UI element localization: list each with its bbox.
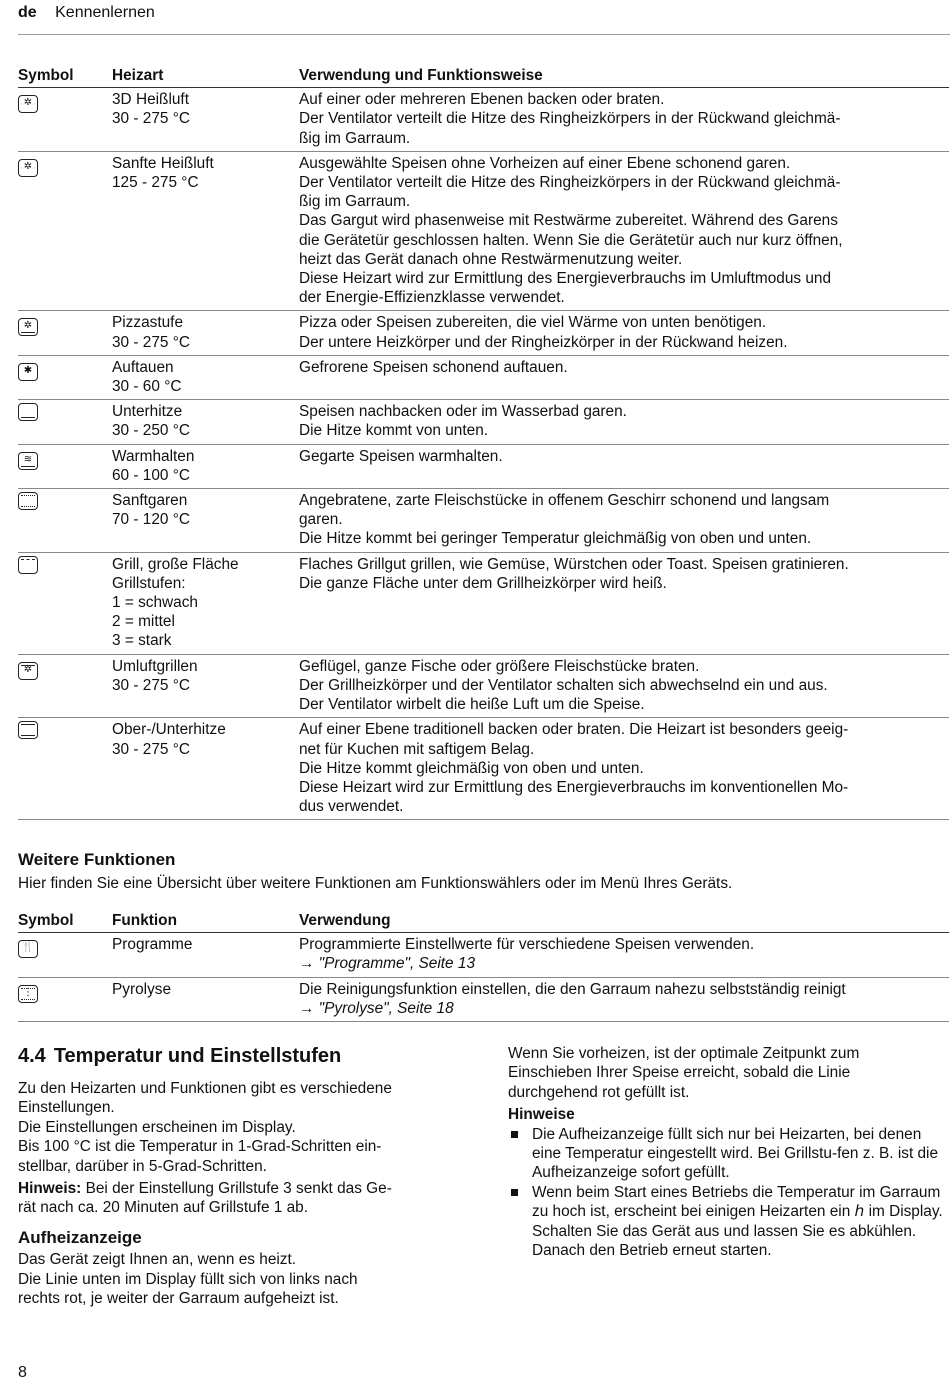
heating-mode-name: Grill, große Fläche Grillstufen: 1 = schwach 2 = mittel 3 = stark bbox=[112, 552, 299, 654]
section-paragraph: Zu den Heizarten und Funktionen gibt es verschiedene Einstellungen. Die Einstellungen erscheinen im Display. Bis 100 °C ist die Temperatur in 1-Grad-Schritten ein- stellbar, darüber in 5-Grad-Schritten. bbox=[18, 1080, 392, 1175]
fan-grill-icon: ✲ bbox=[18, 662, 38, 680]
heating-mode-name: Warmhalten 60 - 100 °C bbox=[112, 444, 299, 488]
col-symbol: Symbol bbox=[18, 909, 112, 933]
function-name: Pyrolyse bbox=[112, 977, 299, 1021]
heating-mode-desc: Flaches Grillgut grillen, wie Gemüse, Würstchen oder Toast. Speisen gratinieren. Die ganze Fläche unter dem Grillheizkörper wird heiß. bbox=[299, 552, 949, 654]
heating-mode-desc: Angebratene, zarte Fleischstücke in offenem Geschirr schonend und langsam garen. Die Hitze kommt bei geringer Temperatur gleichmäßig von oben und unten. bbox=[299, 489, 949, 553]
col-heating-mode: Heizart bbox=[112, 64, 299, 88]
table-row bbox=[18, 311, 949, 355]
chapter-title: Kennenlernen bbox=[55, 4, 155, 21]
table-row bbox=[18, 355, 949, 399]
pyrolysis-icon: ⋮ bbox=[18, 985, 38, 1003]
table-header-row bbox=[18, 64, 949, 88]
table-row bbox=[18, 718, 949, 820]
slow-cook-icon bbox=[18, 492, 38, 510]
section-title-text: Temperatur und Einstellstufen bbox=[53, 1045, 342, 1067]
heating-mode-name: Umluftgrillen 30 - 275 °C bbox=[112, 654, 299, 718]
section-number: 4.4 bbox=[18, 1045, 46, 1067]
page-header bbox=[18, 4, 155, 22]
heating-mode-name: Unterhitze 30 - 250 °C bbox=[112, 400, 299, 444]
keep-warm-icon: ≋ bbox=[18, 452, 38, 470]
section-title bbox=[18, 1043, 458, 1069]
language-code: de bbox=[18, 4, 37, 21]
bottom-heat-icon bbox=[18, 403, 38, 421]
hint-text: Bei der Einstellung Grillstufe 3 senkt das Ge- rät nach ca. 20 Minuten auf Grillstufe 1 ab. bbox=[18, 1180, 392, 1217]
table-row bbox=[18, 444, 949, 488]
table-row bbox=[18, 400, 949, 444]
table-header-row bbox=[18, 909, 949, 933]
function-desc: Die Reinigungsfunktion einstellen, die den Garraum nahezu selbstständig reinigt bbox=[299, 980, 846, 998]
preheat-paragraph: Wenn Sie vorheizen, ist der optimale Zeitpunkt zum Einschieben Ihrer Speise erreicht, sobald die Linie durchgehend rot gefüllt ist. bbox=[508, 1045, 860, 1101]
heating-mode-name: Ober-/Unterhitze 30 - 275 °C bbox=[112, 718, 299, 820]
header-rule bbox=[18, 34, 950, 35]
page-reference-link[interactable]: → "Pyrolyse", Seite 18 bbox=[299, 999, 454, 1017]
list-item: Wenn beim Start eines Betriebs die Temperatur im Garraum zu hoch ist, erscheint bei einigen Heizarten ein ℎ im Display. Schalten Sie das Gerät aus und lassen Sie es abkühlen. Danach den Betrieb erneut starten. bbox=[508, 1183, 950, 1261]
hint-paragraph bbox=[18, 1179, 458, 1218]
table-row bbox=[18, 552, 949, 654]
heating-mode-name: 3D Heißluft 30 - 275 °C bbox=[112, 88, 299, 152]
gentle-fan-icon: ✲ bbox=[18, 159, 38, 177]
table-row bbox=[18, 933, 949, 977]
more-functions-title: Weitere Funktionen bbox=[18, 850, 176, 869]
heating-mode-name: Auftauen 30 - 60 °C bbox=[112, 355, 299, 399]
notes-list bbox=[508, 1125, 950, 1261]
heating-mode-desc: Speisen nachbacken oder im Wasserbad garen. Die Hitze kommt von unten. bbox=[299, 400, 949, 444]
right-column bbox=[508, 1044, 950, 1260]
list-item: Die Aufheizanzeige füllt sich nur bei Heizarten, bei denen eine Temperatur eingestellt wird. Bei Grillstu-fen z. B. ist die Aufheizanzeige sofort gefüllt. bbox=[508, 1125, 950, 1183]
function-name: Programme bbox=[112, 933, 299, 977]
col-usage: Verwendung und Funktionsweise bbox=[299, 64, 949, 88]
pizza-icon: ✲ bbox=[18, 318, 38, 336]
col-function: Funktion bbox=[112, 909, 299, 933]
heating-modes-table bbox=[18, 64, 949, 820]
left-column bbox=[18, 1043, 458, 1308]
heating-mode-desc: Gefrorene Speisen schonend auftauen. bbox=[299, 355, 949, 399]
col-usage: Verwendung bbox=[299, 909, 949, 933]
heating-mode-desc: Geflügel, ganze Fische oder größere Fleischstücke braten. Der Grillheizkörper und der Ventilator schalten sich abwechselnd ein und aus. Der Ventilator wirbelt die heiße Luft um die Speise. bbox=[299, 654, 949, 718]
heating-mode-desc: Auf einer oder mehreren Ebenen backen oder braten. Der Ventilator verteilt die Hitze des Ringheizkörpers in der Rückwand gleichmä- ßig im Garraum. bbox=[299, 88, 949, 152]
page-reference-link[interactable]: → "Programme", Seite 13 bbox=[299, 955, 476, 973]
heating-mode-name: Sanfte Heißluft 125 - 275 °C bbox=[112, 151, 299, 311]
programs-icon: 🍴 bbox=[18, 940, 38, 958]
subsection-paragraph: Das Gerät zeigt Ihnen an, wenn es heizt. Die Linie unten im Display füllt sich von links nach rechts rot, je weiter der Garraum aufgeheizt ist. bbox=[18, 1251, 358, 1308]
heating-mode-desc: Gegarte Speisen warmhalten. bbox=[299, 444, 949, 488]
table-row bbox=[18, 151, 949, 311]
heating-mode-desc: Pizza oder Speisen zubereiten, die viel Wärme von unten benötigen. Der untere Heizkörper und der Ringheizkörper in der Rückwand heizen. bbox=[299, 311, 949, 355]
table-row bbox=[18, 88, 949, 152]
defrost-icon: ✱ bbox=[18, 363, 38, 381]
heating-mode-desc: Auf einer Ebene traditionell backen oder braten. Die Heizart ist besonders geeig- net für Kuchen mit saftigem Belag. Die Hitze kommt gleichmäßig von oben und unten. Diese Heizart wird zur Ermittlung des Energieverbrauchs im konventionellen Mo- dus verwendet. bbox=[299, 718, 949, 820]
heating-mode-name: Sanftgaren 70 - 120 °C bbox=[112, 489, 299, 553]
subsection-title: Aufheizanzeige bbox=[18, 1227, 142, 1247]
table-row bbox=[18, 489, 949, 553]
table-row bbox=[18, 654, 949, 718]
function-desc: Programmierte Einstellwerte für verschiedene Speisen verwenden. bbox=[299, 936, 755, 954]
notes-title: Hinweise bbox=[508, 1106, 575, 1124]
fan-3d-icon: ✲ bbox=[18, 95, 38, 113]
top-bottom-heat-icon bbox=[18, 721, 38, 739]
page-number: 8 bbox=[18, 1364, 27, 1381]
table-row bbox=[18, 977, 949, 1021]
more-functions-intro: Hier finden Sie eine Übersicht über weitere Funktionen am Funktionswählers oder im Menü Ihres Geräts. bbox=[18, 875, 733, 892]
col-symbol: Symbol bbox=[18, 64, 112, 88]
heating-mode-name: Pizzastufe 30 - 275 °C bbox=[112, 311, 299, 355]
more-functions-table bbox=[18, 909, 949, 1022]
hint-label: Hinweis: bbox=[18, 1180, 82, 1198]
grill-large-icon bbox=[18, 556, 38, 574]
heating-mode-desc: Ausgewählte Speisen ohne Vorheizen auf einer Ebene schonend garen. Der Ventilator verteilt die Hitze des Ringheizkörpers in der Rückwand gleichmä- ßig im Garraum. Das Gargut wird phasenweise mit Restwärme zubereitet. Während des Garens die Gerätetür geschlossen halten. Wenn Sie die Gerätetür auch nur kurz öffnen, heizt das Gerät danach ohne Restwärmenutzung weiter. Diese Heizart wird zur Ermittlung des Energieverbrauchs im Umluftmodus und der Energie-Effizienzklasse verwendet. bbox=[299, 151, 949, 311]
